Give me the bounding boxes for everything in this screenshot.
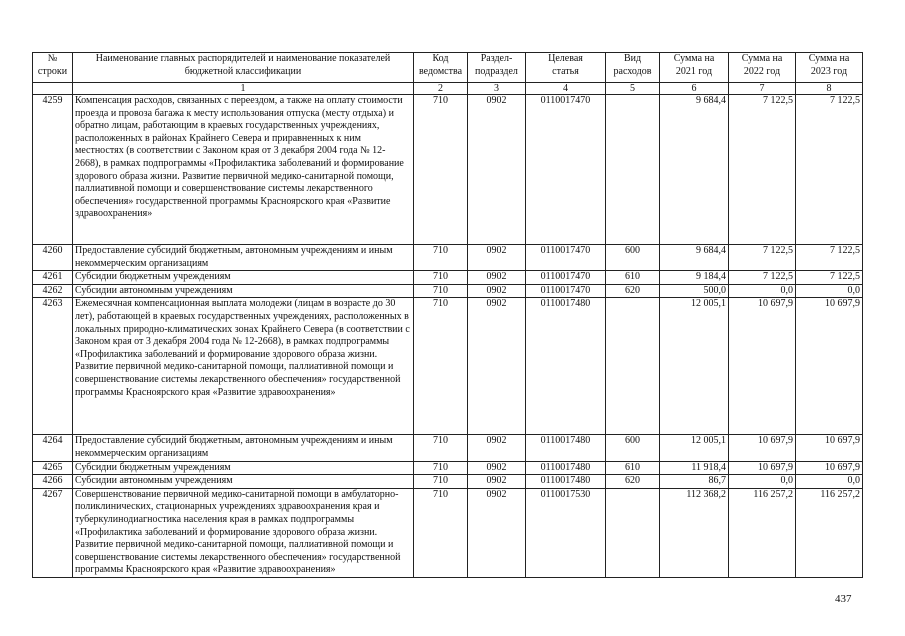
row-sum-2023: 7 122,5 xyxy=(796,95,863,245)
row-sum-2022: 10 697,9 xyxy=(729,435,796,461)
row-dept-code: 710 xyxy=(414,298,468,435)
column-number xyxy=(33,83,73,95)
row-expense-kind xyxy=(606,95,660,245)
row-dept-code: 710 xyxy=(414,461,468,475)
row-name: Субсидии автономным учреждениям xyxy=(73,475,414,489)
column-number: 3 xyxy=(468,83,526,95)
row-sum-2022: 7 122,5 xyxy=(729,245,796,271)
row-dept-code: 710 xyxy=(414,435,468,461)
row-number: 4260 xyxy=(33,245,73,271)
table-body xyxy=(33,95,863,578)
column-number: 5 xyxy=(606,83,660,95)
row-name: Совершенствование первичной медико-санитарной помощи в амбулаторно-поликлинических, стационарных учреждениях здравоохранения края и туберкулинодиагностика населения края в рамках подпрограммы «Профилактика заболеваний и формирование здорового образа жизни. Развитие первичной медико-санитарной помощи, паллиативной помощи и совершенствование системы лекарственного обеспечения» государственной программы Красноярского края «Развитие здравоохранения» xyxy=(73,488,414,577)
row-section: 0902 xyxy=(468,475,526,489)
header-sum-2023: Сумма на 2023 год xyxy=(796,53,863,83)
row-sum-2023: 7 122,5 xyxy=(796,245,863,271)
row-section: 0902 xyxy=(468,435,526,461)
table-row xyxy=(33,245,863,271)
row-sum-2022: 7 122,5 xyxy=(729,271,796,285)
table-row xyxy=(33,271,863,285)
row-expense-kind: 610 xyxy=(606,271,660,285)
row-sum-2022: 0,0 xyxy=(729,475,796,489)
row-target-article: 0110017470 xyxy=(526,284,606,298)
row-sum-2021: 112 368,2 xyxy=(660,488,729,577)
row-section: 0902 xyxy=(468,488,526,577)
row-target-article: 0110017480 xyxy=(526,475,606,489)
row-name: Предоставление субсидий бюджетным, автономным учреждениям и иным некоммерческим организациям xyxy=(73,245,414,271)
row-sum-2021: 11 918,4 xyxy=(660,461,729,475)
column-number: 4 xyxy=(526,83,606,95)
row-sum-2023: 10 697,9 xyxy=(796,435,863,461)
row-number: 4265 xyxy=(33,461,73,475)
row-name: Субсидии бюджетным учреждениям xyxy=(73,271,414,285)
row-sum-2021: 9 184,4 xyxy=(660,271,729,285)
row-name: Предоставление субсидий бюджетным, автономным учреждениям и иным некоммерческим организациям xyxy=(73,435,414,461)
column-number: 1 xyxy=(73,83,414,95)
header-row-number: № строки xyxy=(33,53,73,83)
row-section: 0902 xyxy=(468,298,526,435)
row-name: Компенсация расходов, связанных с переездом, а также на оплату стоимости проезда и провоза багажа к месту использования отпуска (месту отдыха) и обратно лицам, работающим в краевых государственных учреждениях, расположенных в районах Крайнего Севера и приравненных к ним местностях (в соответствии с Законом края от 3 декабря 2004 года № 12-2668), в рамках подпрограммы «Профилактика заболеваний и формирование здорового образа жизни. Развитие первичной медико-санитарной помощи, паллиативной помощи и совершенствование системы лекарственного обеспечения» государственной программы Красноярского края «Развитие здравоохранения» xyxy=(73,95,414,245)
row-sum-2022: 116 257,2 xyxy=(729,488,796,577)
row-expense-kind xyxy=(606,488,660,577)
row-sum-2023: 10 697,9 xyxy=(796,461,863,475)
header-target-article: Целевая статья xyxy=(526,53,606,83)
row-dept-code: 710 xyxy=(414,284,468,298)
budget-table xyxy=(32,52,863,578)
page-number: 437 xyxy=(835,593,852,605)
row-number: 4259 xyxy=(33,95,73,245)
header-sum-2022: Сумма на 2022 год xyxy=(729,53,796,83)
table-row xyxy=(33,461,863,475)
row-sum-2023: 0,0 xyxy=(796,475,863,489)
row-expense-kind: 600 xyxy=(606,435,660,461)
row-dept-code: 710 xyxy=(414,271,468,285)
column-number: 2 xyxy=(414,83,468,95)
row-target-article: 0110017470 xyxy=(526,245,606,271)
row-dept-code: 710 xyxy=(414,475,468,489)
table-row xyxy=(33,475,863,489)
row-number: 4262 xyxy=(33,284,73,298)
row-sum-2022: 7 122,5 xyxy=(729,95,796,245)
row-target-article: 0110017530 xyxy=(526,488,606,577)
row-section: 0902 xyxy=(468,461,526,475)
header-sum-2021: Сумма на 2021 год xyxy=(660,53,729,83)
row-section: 0902 xyxy=(468,271,526,285)
row-sum-2022: 0,0 xyxy=(729,284,796,298)
row-number: 4266 xyxy=(33,475,73,489)
row-name: Субсидии бюджетным учреждениям xyxy=(73,461,414,475)
row-sum-2021: 9 684,4 xyxy=(660,245,729,271)
table-row xyxy=(33,284,863,298)
row-sum-2021: 500,0 xyxy=(660,284,729,298)
row-sum-2023: 7 122,5 xyxy=(796,271,863,285)
row-expense-kind: 620 xyxy=(606,284,660,298)
row-section: 0902 xyxy=(468,284,526,298)
row-number: 4264 xyxy=(33,435,73,461)
row-sum-2023: 0,0 xyxy=(796,284,863,298)
row-expense-kind: 600 xyxy=(606,245,660,271)
row-expense-kind xyxy=(606,298,660,435)
row-dept-code: 710 xyxy=(414,245,468,271)
row-sum-2023: 10 697,9 xyxy=(796,298,863,435)
row-target-article: 0110017480 xyxy=(526,298,606,435)
row-sum-2021: 12 005,1 xyxy=(660,298,729,435)
column-number: 7 xyxy=(729,83,796,95)
row-target-article: 0110017480 xyxy=(526,461,606,475)
row-sum-2021: 12 005,1 xyxy=(660,435,729,461)
row-sum-2022: 10 697,9 xyxy=(729,298,796,435)
row-sum-2021: 9 684,4 xyxy=(660,95,729,245)
row-sum-2021: 86,7 xyxy=(660,475,729,489)
header-name: Наименование главных распорядителей и наименование показателей бюджетной классификации xyxy=(73,53,414,83)
table-row xyxy=(33,95,863,245)
table-row xyxy=(33,435,863,461)
column-number-row xyxy=(33,83,863,95)
table-header xyxy=(33,53,863,95)
row-number: 4263 xyxy=(33,298,73,435)
row-dept-code: 710 xyxy=(414,95,468,245)
row-section: 0902 xyxy=(468,95,526,245)
header-expense-kind: Вид расходов xyxy=(606,53,660,83)
row-number: 4261 xyxy=(33,271,73,285)
row-number: 4267 xyxy=(33,488,73,577)
header-dept-code: Код ведомства xyxy=(414,53,468,83)
row-section: 0902 xyxy=(468,245,526,271)
row-target-article: 0110017480 xyxy=(526,435,606,461)
table-row xyxy=(33,488,863,577)
row-target-article: 0110017470 xyxy=(526,271,606,285)
row-target-article: 0110017470 xyxy=(526,95,606,245)
row-dept-code: 710 xyxy=(414,488,468,577)
row-name: Ежемесячная компенсационная выплата молодежи (лицам в возрасте до 30 лет), работающей в краевых государственных учреждениях, расположенных в локальных природно-климатических зонах Крайнего Севера (в соответствии с Законом края от 3 декабря 2004 года № 12-2668), в рамках подпрограммы «Профилактика заболеваний и формирование здорового образа жизни. Развитие первичной медико-санитарной помощи, паллиативной помощи и совершенствование системы лекарственного обеспечения» государственной программы Красноярского края «Развитие здравоохранения» xyxy=(73,298,414,435)
row-sum-2023: 116 257,2 xyxy=(796,488,863,577)
table-row xyxy=(33,298,863,435)
row-expense-kind: 610 xyxy=(606,461,660,475)
row-name: Субсидии автономным учреждениям xyxy=(73,284,414,298)
row-expense-kind: 620 xyxy=(606,475,660,489)
header-section: Раздел- подраздел xyxy=(468,53,526,83)
row-sum-2022: 10 697,9 xyxy=(729,461,796,475)
column-number: 8 xyxy=(796,83,863,95)
column-number: 6 xyxy=(660,83,729,95)
